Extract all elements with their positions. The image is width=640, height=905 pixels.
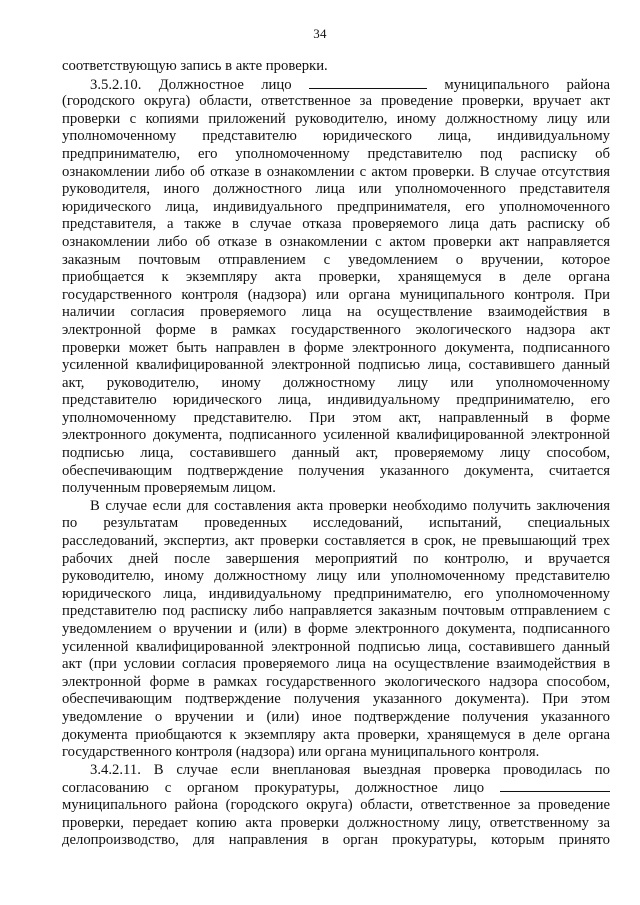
text-line: акт, руководителю, иному должностному лицу или уполномоченному [62, 374, 610, 391]
fill-in-blank [309, 76, 427, 89]
text-line: 3.4.2.11. В случае если внеплановая выездная проверка проводилась по [90, 761, 610, 778]
text-line: уполномоченному представителю юридического лица, индивидуальному [62, 128, 610, 145]
line-text: 3.5.2.10. Должностное лицо [90, 76, 292, 93]
text-line: полученным проверяемым лицом. [62, 480, 276, 497]
text-line: (городского округа) области, ответственное за проведение проверки, вручает акт [62, 93, 610, 110]
text-line: юридического лица, индивидуального предпринимателя, его уполномоченного [62, 198, 610, 215]
text-line: соответствующую запись в акте проверки. [62, 58, 328, 74]
text-line: делопроизводство, для направления в орган прокуратуры, которым принято [62, 832, 610, 849]
text-line: приобщается к экземпляру акта проверки, хранящемуся в деле органа [62, 269, 610, 286]
text-line: руководителя, иного должностного лица или уполномоченного представителя [62, 181, 610, 198]
text-line: расследований, экспертиз, акт проверки составляется в срок, не превышающий трех [62, 533, 610, 550]
text-line: В случае если для составления акта проверки необходимо получить заключения [90, 497, 610, 514]
text-line: государственного контроля (надзора) или органа муниципального контроля. При [62, 286, 610, 303]
text-line: ознакомлении либо об отказе в ознакомлении с актом проверки. В случае отсутствия [62, 163, 610, 180]
text-line: представителю под расписку либо направляется заказным почтовым отправлением с [62, 603, 610, 620]
paragraph [62, 498, 610, 762]
text-line: уведомлением о вручении и (или) в форме электронного документа, подписанного [62, 621, 610, 637]
text-line: подписью лица, составившего данный акт, проверяемому лицу способом, [62, 445, 610, 462]
text-line: электронного документа, подписанного усиленной квалифицированной электронной [62, 427, 610, 444]
text-line: проверки, передает копию акта проверки должностному лицу, ответственному за [62, 814, 610, 831]
document-body [62, 58, 610, 850]
text-line: рабочих дней после завершения мероприятий по контролю, и вручается [62, 550, 610, 567]
text-line: электронной форме в рамках государственного экологического надзора способом, [62, 673, 610, 690]
text-line: документа приобщаются к экземпляру акта проверки, хранящемуся в деле органа [62, 726, 610, 743]
text-line: усиленной квалифицированной электронной подписью лица, составившего данный [62, 357, 610, 374]
text-line: уведомление о вручении и (или) иное подтверждение получения указанного [62, 708, 610, 725]
text-line: акт (при условии согласия проверяемого лица на осуществление взаимодействия в [62, 656, 610, 673]
text-line: представителя, а также в случае отказа проверяемого лица дать расписку об [62, 216, 610, 233]
text-line: предпринимателю, его уполномоченному представителю под расписку об [62, 145, 610, 162]
fill-in-blank [500, 779, 610, 792]
text-line: юридического лица, индивидуальному предпринимателю, его уполномоченному [62, 585, 610, 602]
text-line: проверки с копиями приложений руководителю, иному должностному лицу или [62, 110, 610, 127]
text-line: ознакомлении либо об отказе в ознакомлении с актом проверки акт направляется [62, 233, 610, 250]
text-line: уполномоченному представителю. При этом акт, направленный в форме [62, 409, 610, 426]
text-line: электронной форме в рамках государственного экологического надзора акт [62, 321, 610, 338]
line-text: согласованию с органом прокуратуры, должностное лицо [62, 780, 485, 797]
paragraph [62, 58, 610, 76]
text-line: обеспечивающим подтверждение получения указанного документа). При этом [62, 691, 610, 708]
text-line: представителю юридического лица, индивидуальному предпринимателю, его [62, 392, 610, 409]
text-line: муниципального района (городского округа) области, ответственное за проведение [62, 796, 610, 813]
text-line [62, 779, 610, 797]
paragraph [62, 762, 610, 850]
text-line: руководителю, иному должностному лицу или уполномоченному представителю [62, 568, 610, 585]
text-line: обеспечивающим подтверждение получения указанного документа, считается [62, 462, 610, 479]
page-number: 34 [313, 26, 327, 41]
text-line: усиленной квалифицированной электронной подписью лица, составившего данный [62, 638, 610, 655]
text-line: проверки может быть направлен в форме электронного документа, подписанного [62, 339, 610, 356]
line-text: муниципального района [444, 76, 610, 93]
text-line: по результатам проведенных исследований, испытаний, специальных [62, 515, 610, 532]
text-line: заказным почтовым отправлением с уведомлением о вручении, которое [62, 251, 610, 268]
text-line: государственного контроля (надзора) или органа муниципального контроля. [62, 744, 540, 761]
text-line: наличии согласия проверяемого лица на осуществление взаимодействия в [62, 304, 610, 321]
paragraph [62, 76, 610, 498]
text-line [62, 76, 610, 94]
